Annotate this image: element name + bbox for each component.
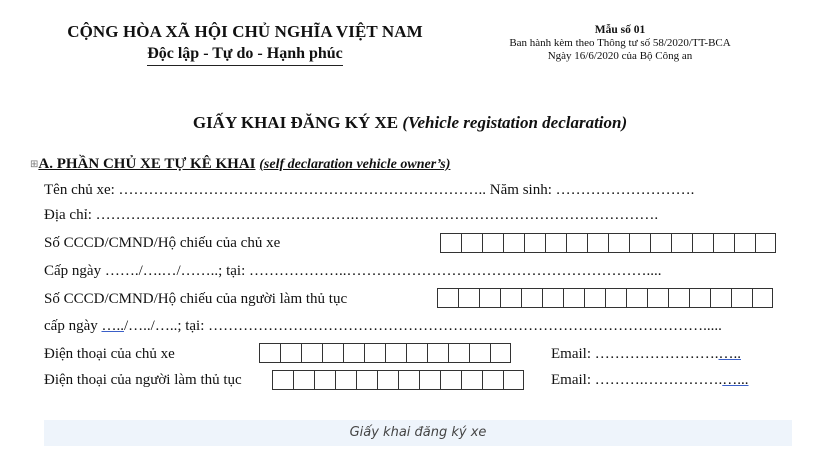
agent-id-boxes[interactable] — [437, 288, 773, 308]
agent-email-line — [551, 372, 749, 389]
agent-id-label: Số CCCD/CMND/Hộ chiếu của người làm thủ tục — [44, 291, 348, 307]
owner-id-boxes[interactable] — [440, 233, 776, 253]
title-vi: GIẤY KHAI ĐĂNG KÝ XE — [192, 113, 399, 132]
owner-name-line: Tên chủ xe: ……………………………………………………………….. Năm sinh: ………………………. — [44, 182, 695, 198]
agent-issue-blank: ….. — [101, 318, 124, 334]
address-line: Địa chỉ: …………………………………………….……………………………………………………. — [44, 207, 659, 223]
issued-by: Ban hành kèm theo Thông tư số 58/2020/TT-BCA — [509, 37, 731, 49]
agent-email-label: Email: ……….……………. — [551, 372, 723, 388]
header-left — [60, 22, 430, 66]
agent-email-blank: …... — [722, 372, 749, 388]
agent-issue-rest: /…../…..; tại: ………………………………………………………………………………………..... — [123, 318, 722, 334]
agent-issue-line — [44, 318, 722, 335]
section-subtitle: (self declaration vehicle owner’s) — [259, 157, 451, 172]
owner-email-label: Email: ……………………. — [551, 346, 719, 362]
owner-id-label: Số CCCD/CMND/Hộ chiếu của chủ xe — [44, 235, 281, 251]
section-heading — [30, 156, 450, 173]
national-motto: Độc lập - Tự do - Hạnh phúc — [147, 45, 343, 66]
document-title — [0, 113, 820, 133]
form-number: Mẫu số 01 — [594, 24, 646, 36]
section-title: A. PHẦN CHỦ XE TỰ KÊ KHAI — [38, 156, 256, 172]
title-en: (Vehicle registation declaration) — [402, 113, 628, 132]
issue-date-place-line: Cấp ngày ……./….…/……..; tại: ………………..…………………………………………………….... — [44, 263, 662, 279]
expand-icon[interactable]: ⊞ — [30, 159, 39, 170]
owner-email-line — [551, 346, 741, 363]
owner-phone-boxes[interactable] — [259, 343, 511, 363]
issued-date: Ngày 16/6/2020 của Bộ Công an — [547, 50, 693, 62]
header-right — [470, 24, 770, 63]
image-caption: Giấy khai đăng ký xe — [44, 420, 792, 446]
agent-phone-label: Điện thoại của người làm thủ tục — [44, 372, 242, 388]
agent-issue-prefix: cấp ngày — [44, 318, 102, 334]
country-name: CỘNG HÒA XÃ HỘI CHỦ NGHĨA VIỆT NAM — [67, 22, 423, 41]
agent-phone-boxes[interactable] — [272, 370, 524, 390]
owner-email-blank: ….. — [718, 346, 741, 362]
owner-phone-label: Điện thoại của chủ xe — [44, 346, 175, 362]
